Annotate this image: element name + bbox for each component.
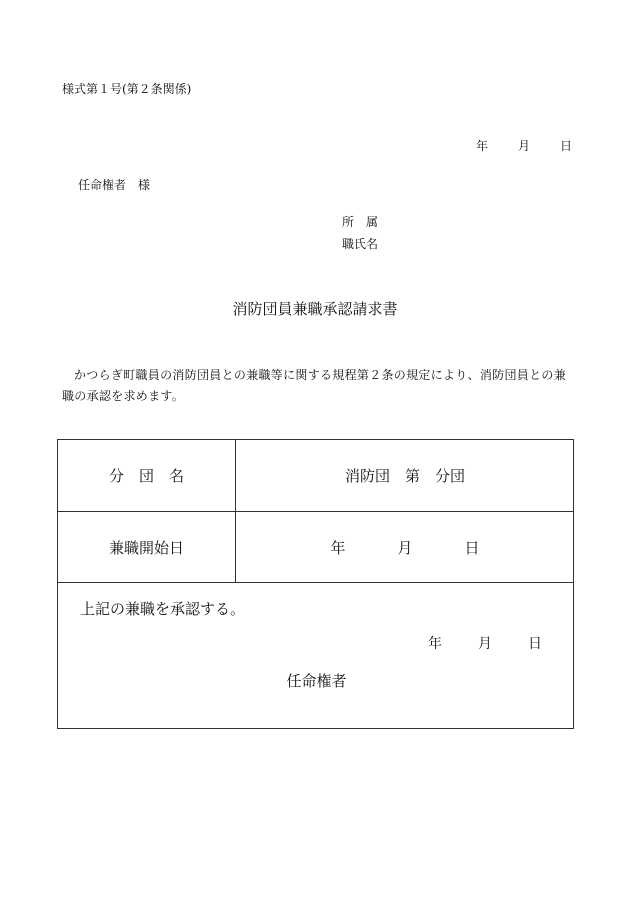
approval-date [428,633,542,653]
branch-name-value: 消防団 第 分団 [344,467,465,485]
document-title: 消防団員兼職承認請求書 [232,300,398,318]
date-year: 年 [330,538,346,557]
affiliation-label: 所 属 [342,215,379,229]
date-day: 日 [464,538,480,557]
request-body-text: かつらぎ町職員の消防団員との兼職等に関する規程第２条の規定により、消防団員との兼職の承認を求めます。 [62,368,567,403]
start-date-value [236,512,574,582]
date-month: 月 [518,139,531,153]
addressee: 任命権者 様 [78,178,151,192]
date-day: 日 [560,139,573,153]
name-label: 職氏名 [342,237,379,251]
submission-date [476,137,572,154]
date-month: 月 [478,636,492,652]
form-number: 様式第１号(第２条関係) [62,82,192,96]
date-month: 月 [397,538,413,557]
request-form-table [57,439,574,729]
approval-statement: 上記の兼職を承認する。 [80,600,246,618]
date-day: 日 [528,636,542,652]
branch-name-label: 分 団 名 [108,467,184,485]
start-date-label: 兼職開始日 [108,538,184,557]
date-year: 年 [428,636,442,652]
date-year: 年 [476,139,489,153]
row-divider [58,582,573,583]
approval-signatory: 任命権者 [286,672,347,690]
